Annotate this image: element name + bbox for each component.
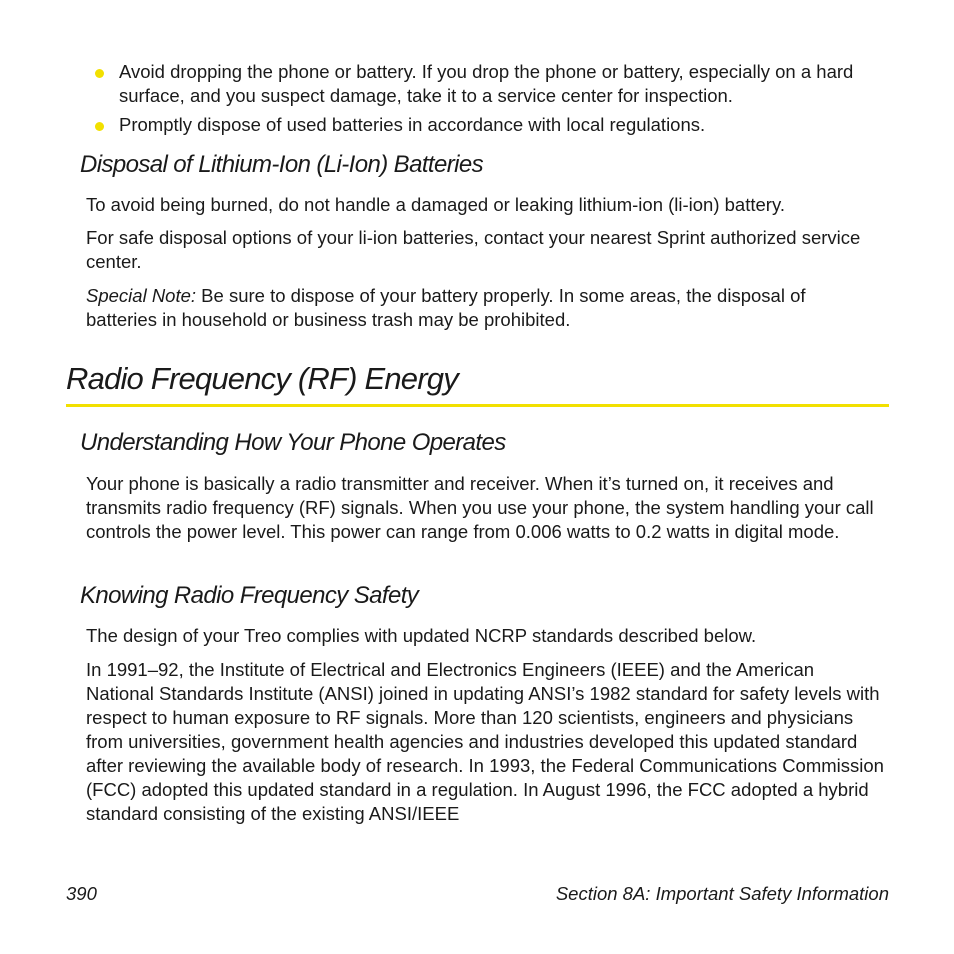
understanding-paragraph: Your phone is basically a radio transmitter and receiver. When it’s turned on, it receives and transmits radio frequency (RF) signals. When you use your phone, the system handling your call controls the power level. This power can range from 0.006 watts to 0.2 watts in digital mode. bbox=[86, 473, 874, 542]
special-note-label: Special Note: bbox=[86, 285, 197, 306]
bullet-dispose-batteries: Promptly dispose of used batteries in accordance with local regulations. bbox=[119, 114, 706, 135]
page-title-rf-energy: Radio Frequency (RF) Energy bbox=[66, 361, 458, 396]
knowing-paragraph-2: In 1991–92, the Institute of Electrical and Electronics Engineers (IEEE) and the American National Standards Institute (ANSI) joined in updating ANSI’s 1982 standard for safety levels with respect to human exposure to RF signals. More than 120 scientists, engineers and physicians from universities, government health agencies and industries developed this updated standard after reviewing the available body of research. In 1993, the Federal Communications Commission (FCC) adopted this updated standard in a regulation. In August 1996, the FCC adopted a hybrid standard consisting of the existing ANSI/IEEE bbox=[86, 659, 884, 824]
heading-disposal-li-ion: Disposal of Lithium-Ion (Li-Ion) Batteries bbox=[80, 151, 483, 178]
bullet-dot-icon bbox=[95, 69, 104, 78]
section-footer: Section 8A: Important Safety Information bbox=[555, 883, 889, 904]
special-note bbox=[86, 284, 876, 332]
special-note-text: Be sure to dispose of your battery properly. In some areas, the disposal of batteries in household or business trash may be prohibited. bbox=[86, 285, 806, 330]
bullet-drop-phone: Avoid dropping the phone or battery. If you drop the phone or battery, especially on a hard surface, and you suspect damage, take it to a service center for inspection. bbox=[119, 61, 854, 106]
heading-understanding-phone: Understanding How Your Phone Operates bbox=[80, 429, 506, 456]
page-number: 390 bbox=[66, 883, 97, 904]
knowing-paragraph-1: The design of your Treo complies with updated NCRP standards described below. bbox=[86, 625, 757, 646]
heading-knowing-rf-safety: Knowing Radio Frequency Safety bbox=[80, 582, 419, 609]
disposal-paragraph-1: To avoid being burned, do not handle a damaged or leaking lithium-ion (li-ion) battery. bbox=[86, 194, 785, 215]
disposal-paragraph-2: For safe disposal options of your li-ion batteries, contact your nearest Sprint authorized service center. bbox=[86, 227, 861, 272]
bullet-dot-icon bbox=[95, 122, 104, 131]
section-divider bbox=[66, 404, 889, 407]
